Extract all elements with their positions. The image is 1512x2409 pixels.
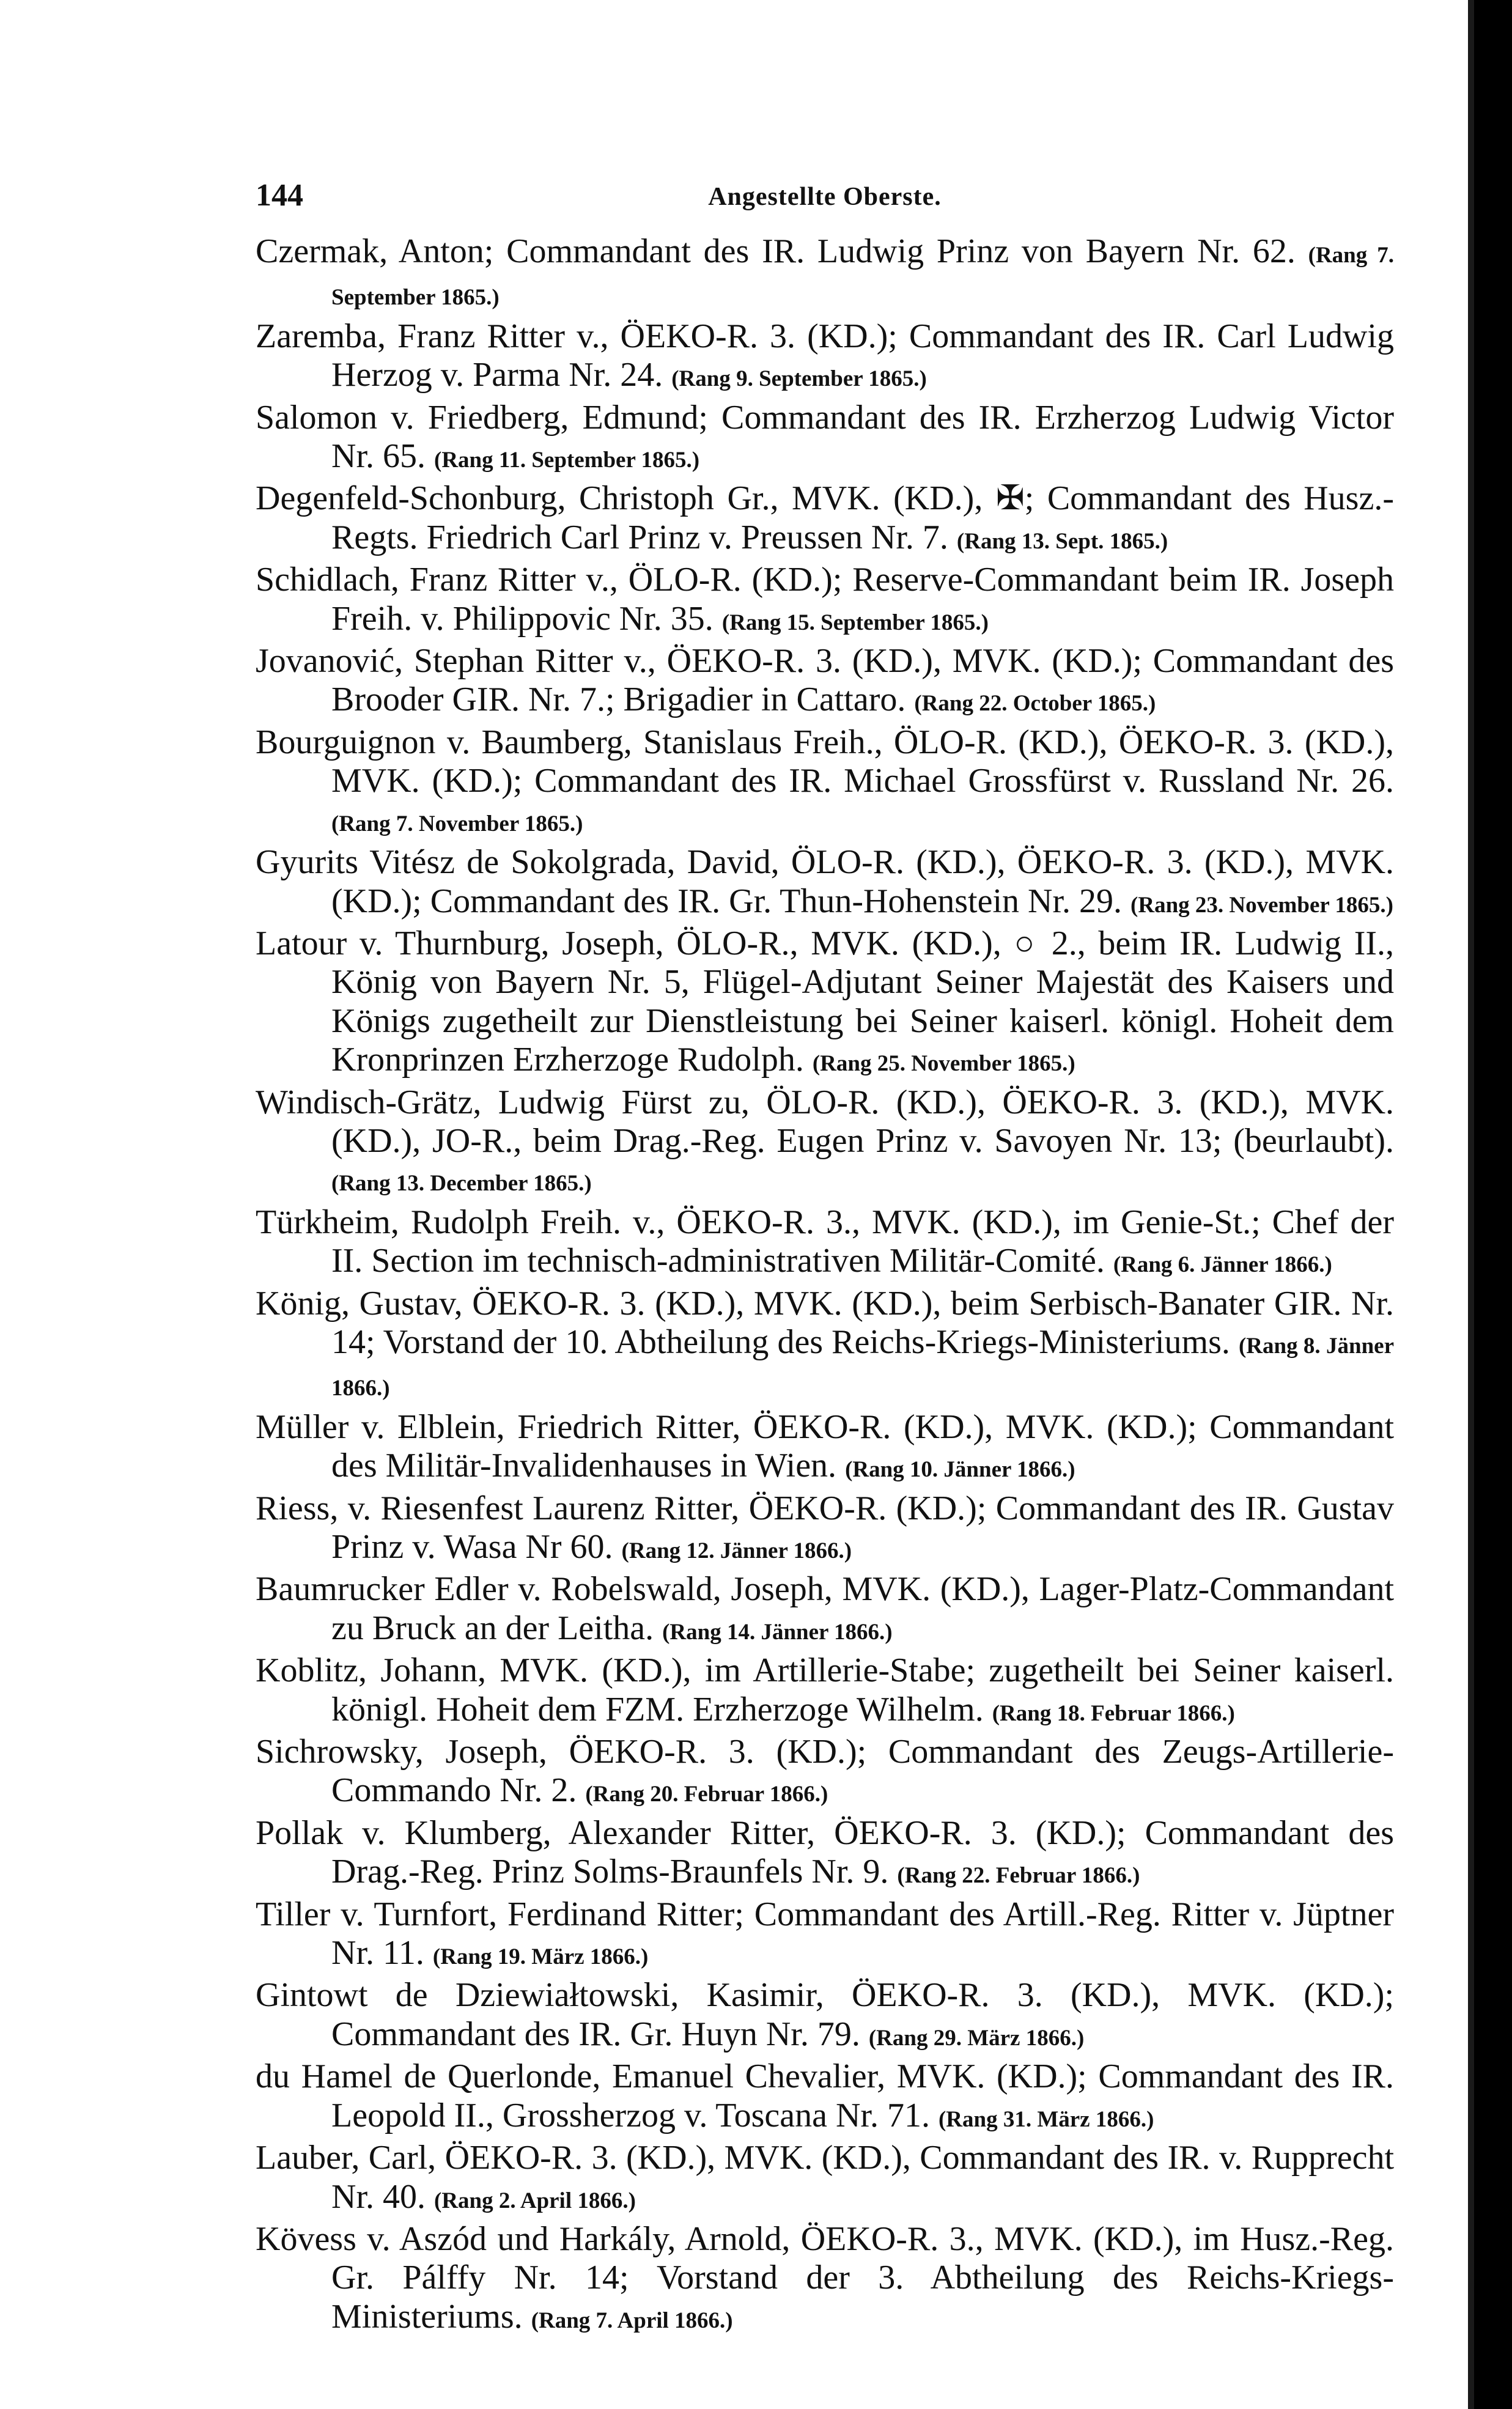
officer-details: MVK. (KD.), im Artillerie-Stabe; zugetheilt bei Seiner kaiserl. königl. Hoheit dem FZM. Erzherzoge Wilhelm. — [331, 1651, 1394, 1728]
officer-rank-date: (Rang 18. Februar 1866.) — [992, 1700, 1235, 1726]
officer-name: Gintowt de Dziewiałtowski, Kasimir, — [256, 1976, 824, 2015]
officer-entry — [256, 1976, 1394, 2057]
officer-rank-date: (Rang 19. März 1866.) — [432, 1944, 649, 1970]
officer-name: Tiller v. Turnfort, Ferdinand Ritter; — [256, 1895, 744, 1933]
officer-details: ÖEKO-R. 3., MVK. (KD.), im Husz.-Reg. Gr. Pálffy Nr. 14; Vorstand der 3. Abtheilung des Reichs-Kriegs-Ministeriums. — [331, 2219, 1395, 2336]
running-head — [256, 165, 1394, 232]
document-page — [256, 165, 1394, 2340]
officer-name: Jovanović, Stephan Ritter v., — [256, 642, 656, 681]
officer-rank-date: (Rang 31. März 1866.) — [938, 2106, 1154, 2132]
officer-entry — [256, 317, 1394, 399]
officer-details: ÖEKO-R. 3. (KD.), MVK. (KD.), beim Serbisch-Banater GIR. Nr. 14; Vorstand der 10. Abtheilung des Reichs-Kriegs-Ministeriums. — [331, 1284, 1395, 1361]
officer-name: du Hamel de Querlonde, Emanuel Chevalier, — [256, 2057, 886, 2096]
page-number: 144 — [256, 178, 303, 213]
officer-entry — [256, 924, 1394, 1083]
officer-details: Commandant des IR. Erzherzog Ludwig Victor Nr. 65. — [331, 398, 1394, 476]
officer-details: ÖEKO-R. 3. (KD.); Commandant des Drag.-Reg. Prinz Solms-Braunfels Nr. 9. — [331, 1813, 1395, 1891]
officer-details: ÖEKO-R. 3. (KD.), MVK. (KD.), Commandant des IR. v. Rupprecht Nr. 40. — [331, 2139, 1395, 2216]
officer-list — [256, 232, 1394, 2340]
officer-details: ÖLO-R. (KD.), ÖEKO-R. 3. (KD.), MVK. (KD.), JO-R., beim Drag.-Reg. Eugen Prinz v. Savoyen Nr. 13; (beurlaubt). — [331, 1083, 1395, 1160]
officer-rank-date: (Rang 13. Sept. 1865.) — [956, 528, 1168, 554]
officer-name: Sichrowsky, Joseph, — [256, 1733, 547, 1771]
officer-details: MVK. (KD.), Lager-Platz-Commandant zu Bruck an der Leitha. — [331, 1570, 1395, 1647]
scan-edge-border — [1474, 0, 1512, 2409]
officer-entry — [256, 843, 1394, 924]
officer-name: Türkheim, Rudolph Freih. v., — [256, 1203, 665, 1241]
officer-details: Commandant des IR. Ludwig Prinz von Bayern Nr. 62. — [506, 232, 1296, 270]
officer-name: Kövess v. Aszód und Harkály, Arnold, — [256, 2219, 791, 2258]
officer-name: Baumrucker Edler v. Robelswald, Joseph, — [256, 1570, 833, 1609]
officer-rank-date: (Rang 13. December 1865.) — [331, 1171, 592, 1197]
officer-details: ÖEKO-R. 3. (KD.); Commandant des Zeugs-Artillerie-Commando Nr. 2. — [331, 1733, 1394, 1810]
officer-entry — [256, 1083, 1394, 1203]
officer-rank-date: (Rang 20. Februar 1866.) — [585, 1782, 828, 1807]
officer-entry — [256, 2220, 1394, 2340]
officer-entry — [256, 1408, 1394, 1489]
officer-details: ÖEKO-R. 3. (KD.), MVK. (KD.); Commandant des IR. Gr. Huyn Nr. 79. — [331, 1976, 1395, 2053]
officer-details: ÖEKO-R. 3. (KD.); Commandant des IR. Carl Ludwig Herzog v. Parma Nr. 24. — [331, 317, 1394, 394]
officer-entry — [256, 2139, 1394, 2220]
officer-rank-date: (Rang 22. Februar 1866.) — [897, 1863, 1140, 1889]
officer-entry — [256, 723, 1394, 843]
officer-rank-date: (Rang 9. September 1865.) — [671, 366, 927, 392]
officer-rank-date: (Rang 12. Jänner 1866.) — [621, 1538, 852, 1563]
officer-rank-date: (Rang 14. Jänner 1866.) — [662, 1619, 893, 1645]
officer-rank-date: (Rang 23. November 1865.) — [1130, 892, 1393, 918]
officer-name: Czermak, Anton; — [256, 232, 494, 270]
officer-rank-date: (Rang 15. September 1865.) — [721, 610, 989, 635]
officer-rank-date: (Rang 7. September 1865.) — [331, 243, 1395, 311]
officer-entry — [256, 642, 1394, 723]
officer-entry — [256, 561, 1394, 642]
officer-entry — [256, 1285, 1394, 1408]
officer-details: ÖEKO-R. 3., MVK. (KD.), im Genie-St.; Chef der II. Section im technisch-administrativen Militär-Comité. — [331, 1203, 1395, 1280]
officer-entry — [256, 1651, 1394, 1733]
officer-rank-date: (Rang 8. Jänner 1866.) — [331, 1333, 1395, 1401]
officer-rank-date: (Rang 25. November 1865.) — [812, 1051, 1075, 1077]
officer-name: Pollak v. Klumberg, Alexander Ritter, — [256, 1813, 816, 1852]
officer-details: ÖEKO-R. 3. (KD.), MVK. (KD.); Commandant des Brooder GIR. Nr. 7.; Brigadier in Cattaro. — [331, 642, 1395, 719]
officer-name: König, Gustav, — [256, 1284, 463, 1323]
officer-name: Latour v. Thurnburg, Joseph, — [256, 924, 664, 962]
officer-entry — [256, 399, 1394, 480]
officer-details: Commandant des Artill.-Reg. Ritter v. Jüptner Nr. 11. — [331, 1895, 1394, 1972]
officer-details: ÖLO-R. (KD.), ÖEKO-R. 3. (KD.), MVK. (KD.); Commandant des IR. Gr. Thun-Hohenstein Nr. 29. — [331, 843, 1395, 920]
officer-details: MVK. (KD.), ✠; Commandant des Husz.-Regts. Friedrich Carl Prinz v. Preussen Nr. 7. — [331, 479, 1394, 556]
officer-name: Degenfeld-Schonburg, Christoph Gr., — [256, 479, 779, 518]
officer-entry — [256, 232, 1394, 317]
scan-edge-shadow — [1468, 0, 1474, 2409]
officer-name: Zaremba, Franz Ritter v., — [256, 317, 609, 355]
officer-rank-date: (Rang 29. März 1866.) — [868, 2025, 1085, 2051]
officer-rank-date: (Rang 2. April 1866.) — [434, 2188, 636, 2213]
officer-name: Riess, v. Riesenfest Laurenz Ritter, — [256, 1489, 740, 1527]
officer-rank-date: (Rang 6. Jänner 1866.) — [1113, 1252, 1332, 1278]
officer-name: Koblitz, Johann, — [256, 1651, 486, 1690]
officer-details: MVK. (KD.); Commandant des IR. Leopold II., Grossherzog v. Toscana Nr. 71. — [331, 2057, 1394, 2134]
running-title: Angestellte Oberste. — [708, 183, 942, 211]
officer-rank-date: (Rang 7. November 1865.) — [331, 811, 583, 836]
officer-name: Gyurits Vitész de Sokolgrada, David, — [256, 843, 780, 882]
officer-name: Lauber, Carl, — [256, 2139, 437, 2177]
officer-name: Windisch-Grätz, Ludwig Fürst zu, — [256, 1083, 750, 1121]
officer-rank-date: (Rang 11. September 1865.) — [434, 448, 700, 473]
officer-entry — [256, 1733, 1394, 1814]
officer-name: Salomon v. Friedberg, Edmund; — [256, 398, 708, 437]
officer-rank-date: (Rang 10. Jänner 1866.) — [845, 1457, 1075, 1483]
officer-rank-date: (Rang 22. October 1865.) — [914, 691, 1156, 717]
officer-details: ÖLO-R. (KD.); Reserve-Commandant beim IR. Joseph Freih. v. Philippovic Nr. 35. — [331, 561, 1395, 638]
officer-details: ÖEKO-R. (KD.); Commandant des IR. Gustav Prinz v. Wasa Nr 60. — [331, 1489, 1394, 1566]
officer-name: Schidlach, Franz Ritter v., — [256, 561, 618, 599]
officer-details: ÖLO-R., MVK. (KD.), ○ 2., beim IR. Ludwig II., König von Bayern Nr. 5, Flügel-Adjutant Seiner Majestät des Kaisers und Königs zugetheilt zur Dienstleistung bei Seiner kaiserl. königl. Hoheit dem Kronprinzen Erzherzoge Rudolph. — [331, 924, 1395, 1079]
officer-rank-date: (Rang 7. April 1866.) — [531, 2308, 733, 2333]
officer-details: ÖEKO-R. (KD.), MVK. (KD.); Commandant des Militär-Invalidenhauses in Wien. — [331, 1407, 1394, 1485]
officer-details: ÖLO-R. (KD.), ÖEKO-R. 3. (KD.), MVK. (KD.); Commandant des IR. Michael Grossfürst v. Russland Nr. 26. — [331, 723, 1395, 800]
officer-name: Müller v. Elblein, Friedrich Ritter, — [256, 1407, 741, 1446]
officer-entry — [256, 1570, 1394, 1651]
officer-entry — [256, 1489, 1394, 1571]
officer-entry — [256, 1203, 1394, 1285]
officer-name: Bourguignon v. Baumberg, Stanislaus Freih., — [256, 723, 883, 761]
officer-entry — [256, 2057, 1394, 2139]
officer-entry — [256, 1814, 1394, 1895]
officer-entry — [256, 1895, 1394, 1977]
officer-entry — [256, 479, 1394, 561]
